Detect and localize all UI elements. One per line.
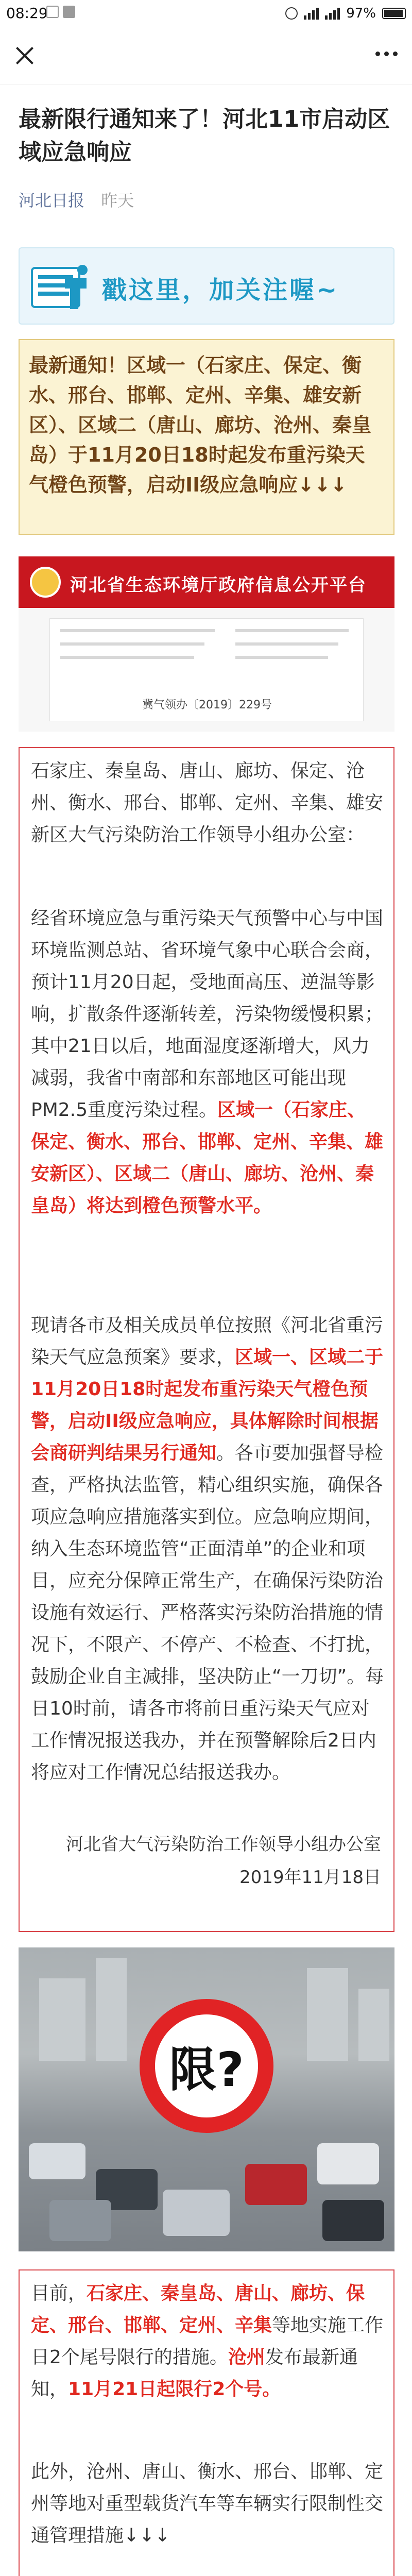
author-link[interactable]: 河北日报 (19, 191, 85, 210)
closing-restrictions (31, 2278, 384, 2405)
requirements-body: 。各市要加强督导检查，严格执法监管，精心组织实施，确保各项应急响应措施落实到位。应急响应期间，纳入生态环境监管“正面清单”的企业和项目，应充分保障正常生产，在确保污染防治设施有效运行、严格落实污染防治措施的情况下，不限产、不停产、不检查、不打扰，鼓励企业自主减排，坚决防止“一刀切”。每日10时前，请各市将前日重污染天气应对工作情况报送我办，并在预警解除后2日内将应对工作情况总结报送我办。 (31, 1443, 384, 1783)
close-icon[interactable] (10, 41, 39, 70)
notice-box (19, 339, 394, 535)
top-navigation (0, 27, 412, 84)
signature-date: 2019年11月18日 (239, 1867, 381, 1888)
alarm-icon (285, 7, 298, 20)
document-header (19, 556, 394, 608)
forecast-text: 经省环境应急与重污染天气预警中心与中国环境监测总站、省环境气象中心联合会商，预计11月20日起，受地面高压、逆温等影响，扩散条件逐渐转差，污染物缓慢积累；其中21日以后，地面湿度逐渐增大，风力减弱，我省中南部和东部地区可能出现PM2.5重度污染过程。 (31, 908, 384, 1121)
notification-icon (46, 6, 59, 18)
forecast-highlight: 区域一（石家庄、保定、衡水、邢台、邯郸、定州、辛集、雄安新区）、区域二（唐山、廊坊、沧州、秦皇岛）将达到橙色预警水平。 (31, 1099, 384, 1216)
requirements-intro: 现请各市及相关成员单位按照《河北省重污染天气应急预案》要求， (31, 1315, 384, 1368)
requirements-highlight: 区域一、区域二于11月20日18时起发布重污染天气橙色预警，启动II级应急响应，具体解除时间根据会商研判结果另行通知 (31, 1347, 384, 1464)
battery-icon (382, 8, 406, 19)
signature-org: 河北省大气污染防治工作领导小组办公室 (66, 1834, 381, 1855)
byline (19, 188, 134, 211)
follow-banner-text[interactable]: 戳这里，加关注喔~ (102, 276, 339, 304)
pointing-hand-icon (29, 258, 92, 317)
status-time: 08:29 (6, 5, 48, 22)
status-indicators (285, 5, 406, 22)
traffic-photo (19, 1947, 394, 2251)
closing-cities: 石家庄、秦皇岛、唐山、廊坊、保定、邢台、邯郸、定州、辛集 (31, 2283, 365, 2336)
closing-measure: 等地实施工作日2个尾号限行的措施。 (31, 2315, 384, 2368)
closing-box (19, 2269, 394, 2576)
article-title: 最新限行通知来了！河北11市启动区域应急响应 (19, 106, 390, 165)
document-number: 冀气领办〔2019〕229号 (142, 699, 272, 711)
battery-percent: 97% (346, 6, 376, 21)
closing-city-cangzhou: 沧州 (228, 2347, 265, 2368)
document-paper (49, 618, 364, 721)
app-notification-icon (63, 6, 75, 18)
announcement-requirements (31, 1310, 384, 1789)
emblem-icon (30, 567, 61, 598)
closing-truck-restrictions: 此外，沧州、唐山、衡水、邢台、邯郸、定州等地对重型载货汽车等车辆实行限制性交通管理措施↓↓↓ (31, 2461, 384, 2546)
traffic-limit-sign (140, 1999, 273, 2133)
closing-intro: 目前， (31, 2283, 87, 2304)
status-bar (0, 0, 412, 27)
announcement-box (19, 747, 394, 1932)
document-image (19, 556, 394, 732)
closing-date-highlight: 11月21日起限行2个号。 (68, 2379, 281, 2400)
limit-sign-text: 限? (155, 2014, 258, 2117)
signal-icon (304, 7, 319, 20)
closing-notice-text: 发布最新通知， (31, 2347, 358, 2400)
announcement-recipients: 石家庄、秦皇岛、唐山、廊坊、保定、沧州、衡水、邢台、邯郸、定州、辛集、雄安新区大气污染防治工作领导小组办公室： (31, 760, 384, 845)
follow-banner[interactable] (19, 247, 394, 325)
document-org: 河北省生态环境厅政府信息公开平台 (70, 575, 367, 596)
publish-date: 昨天 (101, 191, 134, 210)
notice-text: 最新通知！区域一（石家庄、保定、衡水、邢台、邯郸、定州、辛集、雄安新区）、区域二（唐山、廊坊、沧州、秦皇岛）于11月20日18时起发布重污染天气橙色预警，启动II级应急响应↓↓↓ (29, 354, 372, 496)
announcement-forecast (31, 903, 384, 1222)
more-options-icon[interactable] (375, 52, 398, 56)
signal-2-icon (325, 7, 340, 20)
